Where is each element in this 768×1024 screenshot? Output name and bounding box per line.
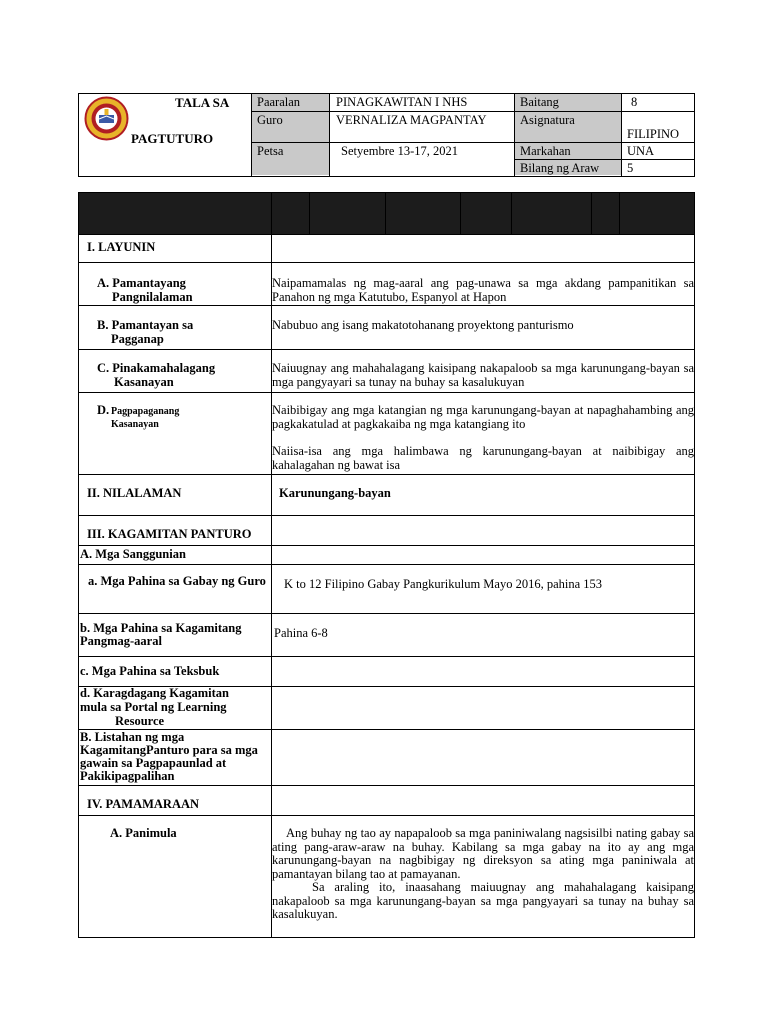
markahan-value: UNA xyxy=(627,144,655,158)
sanggunian-label: A. Mga Sanggunian xyxy=(80,547,186,561)
listahan-label: B. Listahan ng mga KagamitangPanturo para sa mga gawain sa Pagpapaunlad at Pakikipagpalihan xyxy=(80,730,258,783)
pinakamahalagang-label-1: C. Pinakamahalagang xyxy=(97,361,216,375)
pamamaraan-label: IV. PAMAMARAAN xyxy=(87,797,200,811)
markahan-label: Markahan xyxy=(520,144,571,158)
nilalaman-label: II. NILALAMAN xyxy=(87,486,182,500)
asignatura-value: FILIPINO xyxy=(627,127,680,141)
karagdagang-label-3: Resource xyxy=(115,714,165,728)
bilang-value: 5 xyxy=(627,161,634,175)
pamantayan-pagganap-label-1: B. Pamantayan sa xyxy=(97,318,194,332)
bilang-label: Bilang ng Araw xyxy=(520,161,600,175)
pinakamahalagang-label-2: Kasanayan xyxy=(114,375,174,389)
pagpapaganang-label-1: Pagpapaganang xyxy=(111,406,180,417)
pamantayan-pagganap-value: Nabubuo ang isang makatotohanang proyektong panturismo xyxy=(272,318,574,332)
petsa-value: Setyembre 13-17, 2021 xyxy=(341,144,458,158)
pamantayan-pagganap-label-2: Pagganap xyxy=(111,332,164,346)
teksbuk-label: c. Mga Pahina sa Teksbuk xyxy=(80,664,220,678)
paaralan-value: PINAGKAWITAN I NHS xyxy=(336,95,468,109)
asignatura-label: Asignatura xyxy=(520,113,575,127)
pagpapaganang-value-1: Naibibigay ang mga katangian ng mga karunungang-bayan at napaghahambing ang pagkakatulad at pagkakaiba ng mga katangiang ito xyxy=(272,403,694,431)
nilalaman-value: Karunungang-bayan xyxy=(279,486,391,500)
gabay-value: K to 12 Filipino Gabay Pangkurikulum Mayo 2016, pahina 153 xyxy=(284,577,603,591)
baitang-value: 8 xyxy=(631,95,638,109)
kagamitan-label: III. KAGAMITAN PANTURO xyxy=(87,527,252,541)
kagamitang-label: b. Mga Pahina sa Kagamitang Pangmag-aaral xyxy=(80,621,242,648)
pamantayang-pangnilalaman-value: Naipamamalas ng mag-aaral ang pag-unawa sa mga akdang pampanitikan sa Panahon ng mga Katutubo, Espanyol at Hapon xyxy=(272,276,694,304)
gabay-label: a. Mga Pahina sa Gabay ng Guro xyxy=(88,574,266,588)
baitang-label: Baitang xyxy=(520,95,559,109)
paaralan-label: Paaralan xyxy=(257,95,301,109)
panimula-paragraph-1: Ang buhay ng tao ay napapaloob sa mga paniniwalang nagsisilbi nating gabay sa ating pang-araw-araw na buhay. Kabilang sa mga gabay na ito ay ang mga karunungang-bayan na nagbibigay ng direksyon sa ating mga paniniwala at pamantayan bilang tao at pamayanan. xyxy=(272,826,694,881)
title-line-1: TALA SA xyxy=(175,95,230,110)
pagpapaganang-prefix: D. xyxy=(97,403,110,417)
karagdagang-label-1: d. Karagdagang Kagamitan xyxy=(80,686,229,700)
panimula-text xyxy=(272,827,694,922)
panimula-label: A. Panimula xyxy=(110,826,177,840)
title-line-2: PAGTUTURO xyxy=(131,131,214,146)
table-header-row xyxy=(79,193,694,234)
panimula-paragraph-2: Sa araling ito, inaasahang maiuugnay ang mahahalagang kaisipang nakapaloob sa mga karunungang-bayan sa mga pangyayari sa tunay na buhay sa kasalukuyan. xyxy=(272,880,694,921)
kagamitang-value: Pahina 6-8 xyxy=(274,626,328,640)
guro-label: Guro xyxy=(257,113,283,127)
layunin-label: I. LAYUNIN xyxy=(87,240,156,254)
pagpapaganang-value-2: Naiisa-isa ang mga halimbawa ng karunungang-bayan at naibibigay ang kahalagahan ng bawat isa xyxy=(272,444,694,472)
guro-value: VERNALIZA MAGPANTAY xyxy=(336,113,487,127)
pinakamahalagang-value: Naiuugnay ang mahahalagang kaisipang nakapaloob sa mga karunungang-bayan sa mga pangyayari sa tunay na buhay sa kasalukuyan xyxy=(272,361,694,389)
pamantayang-pangnilalaman-label-1: A. Pamantayang xyxy=(97,276,186,290)
pamantayang-pangnilalaman-label-2: Pangnilalaman xyxy=(112,290,193,304)
school-seal-icon xyxy=(84,96,129,141)
karagdagang-label-2: mula sa Portal ng Learning xyxy=(80,700,227,714)
pagpapaganang-label-2: Kasanayan xyxy=(111,419,159,430)
petsa-label: Petsa xyxy=(257,144,284,158)
